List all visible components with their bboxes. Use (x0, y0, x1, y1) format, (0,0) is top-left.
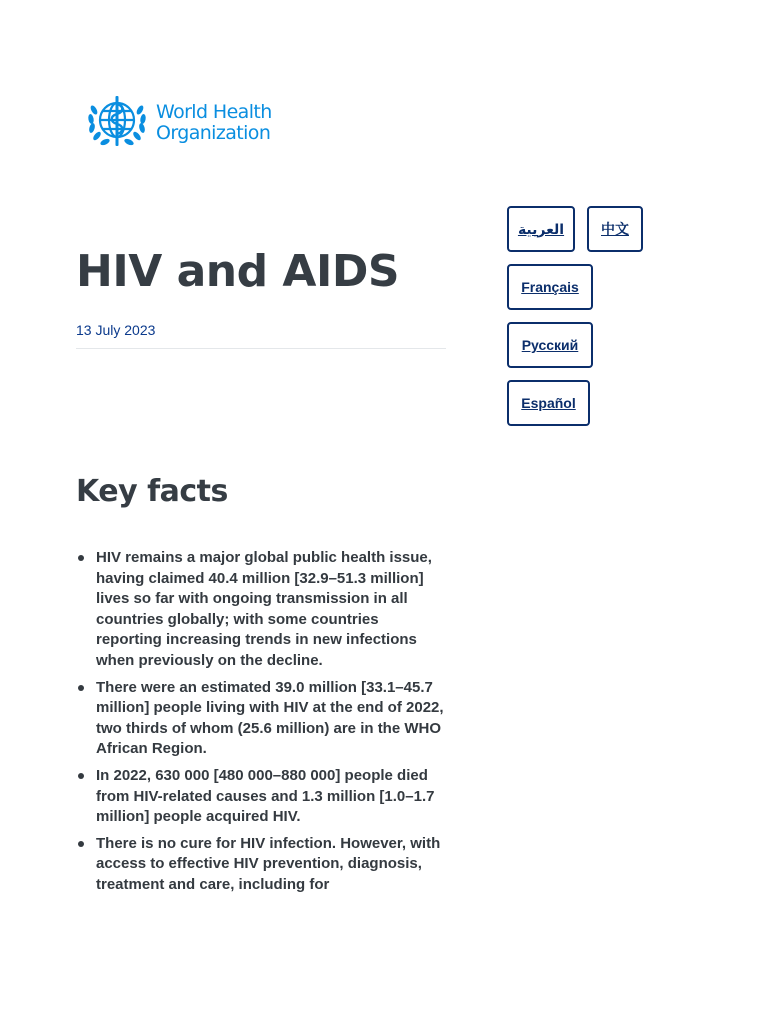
key-facts-list (76, 548, 448, 902)
logo-wordmark (156, 102, 272, 144)
list-item (76, 548, 448, 672)
language-button-russian[interactable]: Русский (507, 322, 593, 368)
list-item (76, 678, 448, 760)
logo-line-2: Organization (156, 122, 271, 144)
who-logo[interactable] (84, 92, 272, 154)
language-button-arabic[interactable]: العربية (507, 206, 575, 252)
language-button-spanish[interactable]: Español (507, 380, 590, 426)
list-item (76, 766, 448, 828)
bullet-icon (78, 841, 84, 847)
bullet-icon (78, 555, 84, 561)
language-button-french[interactable]: Français (507, 264, 593, 310)
page-title: HIV and AIDS (76, 246, 400, 297)
key-facts-heading: Key facts (76, 474, 228, 509)
list-item-text: In 2022, 630 000 [480 000–880 000] people died from HIV-related causes and 1.3 million [1.0–1.7 million] people acquired HIV. (96, 766, 435, 826)
list-item-text: HIV remains a major global public health issue, having claimed 40.4 million [32.9–51.3 million] lives so far with ongoing transmission in all countries globally; with some countries reporting increasing trends in new infections when previously on the decline. (96, 549, 432, 669)
publication-date: 13 July 2023 (76, 322, 156, 338)
title-divider (76, 348, 446, 349)
list-item-text: There were an estimated 39.0 million [33.1–45.7 million] people living with HIV at the end of 2022, two thirds of whom (25.6 million) are in the WHO African Region. (96, 678, 444, 758)
language-button-chinese[interactable]: 中文 (587, 206, 643, 252)
bullet-icon (78, 773, 84, 779)
list-item (76, 834, 448, 896)
who-emblem-icon (84, 92, 150, 154)
bullet-icon (78, 685, 84, 691)
logo-line-1: World Health (156, 101, 272, 123)
list-item-text: There is no cure for HIV infection. However, with access to effective HIV prevention, diagnosis, treatment and care, including for (96, 834, 441, 893)
